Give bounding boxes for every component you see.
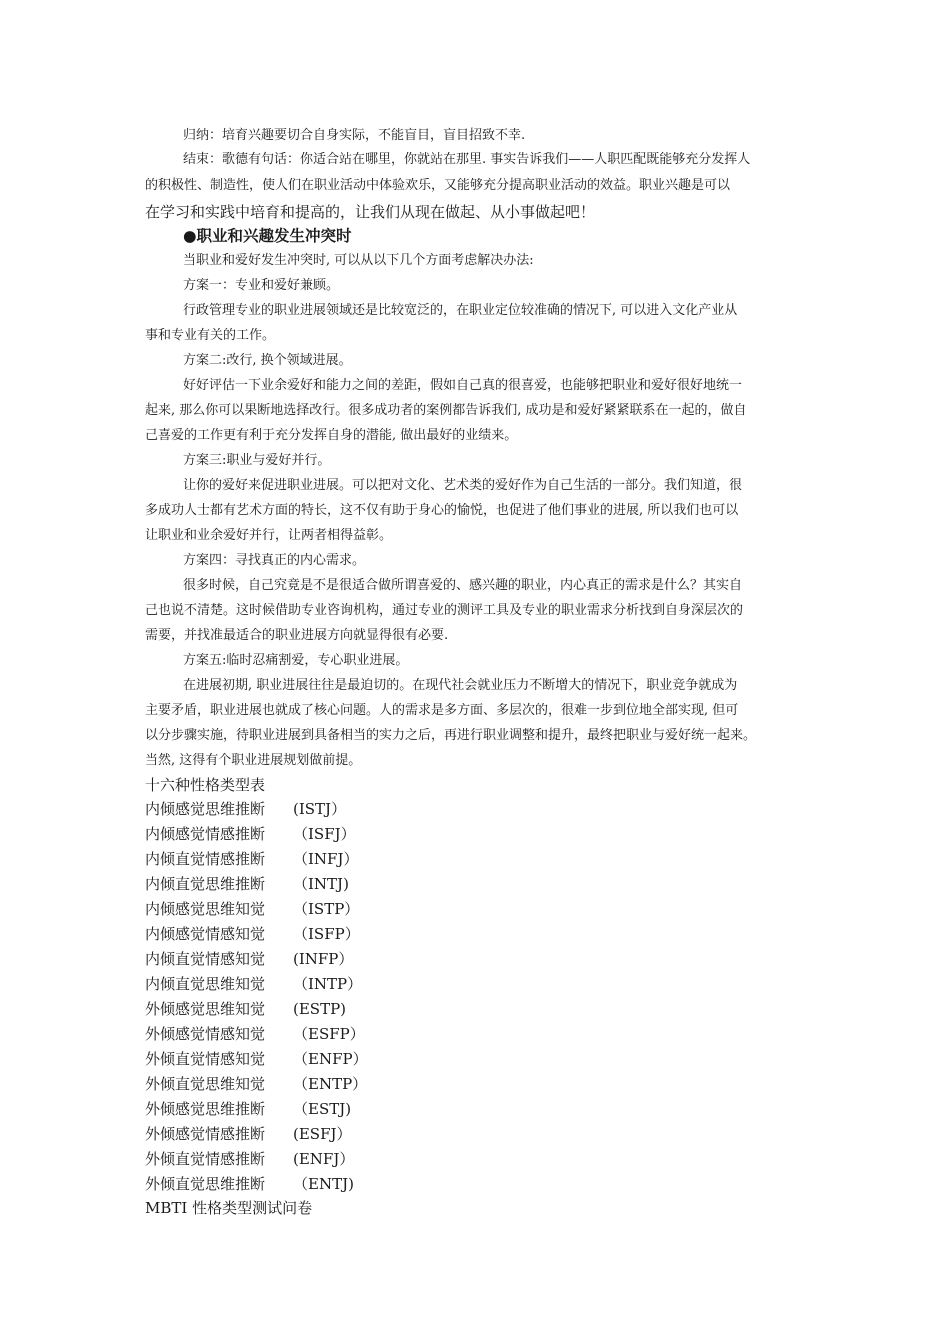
plan-four-title: 方案四：寻找真正的内心需求。 (183, 553, 366, 568)
body-line: 让职业和业余爱好并行，让两者相得益彰。 (145, 528, 393, 543)
type-row (145, 924, 360, 944)
type-code: (ESFJ） (293, 1125, 352, 1143)
body-line: 好好评估一下业余爱好和能力之间的差距，假如自己真的很喜爱，也能够把职业和爱好很好地统一 (183, 378, 743, 393)
type-name: 外倾直觉思维知觉 (145, 1075, 266, 1093)
type-row (145, 799, 346, 819)
plan-one-title: 方案一：专业和爱好兼顾。 (183, 278, 340, 293)
type-code: (ISTJ） (293, 800, 347, 818)
type-row (145, 1049, 368, 1069)
type-row (145, 949, 353, 969)
body-line: 以分步骤实施，待职业进展到具备相当的实力之后，再进行职业调整和提升，最终把职业与爱好统一起来。 (145, 728, 757, 743)
body-line: 当职业和爱好发生冲突时, 可以从以下几个方面考虑解决办法: (183, 253, 534, 268)
type-code: （ISTP） (293, 900, 360, 918)
type-name: 内倾直觉情感知觉 (145, 950, 266, 968)
type-code: （ENTJ) (293, 1175, 354, 1193)
type-row (145, 1149, 354, 1169)
type-code: （ISFJ） (293, 825, 356, 843)
type-name: 内倾直觉思维知觉 (145, 975, 266, 993)
type-name: 内倾感觉情感推断 (145, 825, 266, 843)
type-row (145, 874, 349, 894)
type-name: 外倾直觉情感知觉 (145, 1050, 266, 1068)
type-code: （ESFP） (293, 1025, 365, 1043)
body-line: 需要，并找准最适合的职业进展方向就显得很有必要. (145, 628, 449, 643)
type-name: 外倾感觉情感知觉 (145, 1025, 266, 1043)
type-row (145, 1124, 352, 1144)
plan-three-title: 方案三:职业与爱好并行。 (183, 453, 331, 468)
type-row (145, 1024, 365, 1044)
type-code: （INTJ) (293, 875, 349, 893)
type-name: 内倾感觉思维推断 (145, 800, 266, 818)
body-line: 很多时候，自己究竟是不是很适合做所谓喜爱的、感兴趣的职业，内心真正的需求是什么？其实自 (183, 578, 743, 593)
type-code: （ENFP） (293, 1050, 368, 1068)
type-name: 外倾感觉思维知觉 (145, 1000, 266, 1018)
type-name: 内倾感觉思维知觉 (145, 900, 266, 918)
type-name: 内倾直觉情感推断 (145, 850, 266, 868)
type-code: （ESTJ) (293, 1100, 352, 1118)
body-line: 事和专业有关的工作。 (145, 328, 276, 343)
type-row (145, 1074, 367, 1094)
type-row (145, 974, 362, 994)
type-code: (INFP） (293, 950, 354, 968)
section-heading: ●职业和兴趣发生冲突时 (183, 227, 352, 245)
summary-paragraph: 归纳：培育兴趣要切合自身实际，不能盲目，盲目招致不幸. (183, 128, 526, 143)
type-row (145, 1174, 354, 1194)
body-line: 在进展初期, 职业进展往往是最迫切的。在现代社会就业压力不断增大的情况下，职业竞争就成为 (183, 678, 738, 693)
type-row (145, 824, 356, 844)
body-line: 让你的爱好来促进职业进展。可以把对文化、艺术类的爱好作为自己生活的一部分。我们知道，很 (183, 478, 743, 493)
body-line: 多成功人士都有艺术方面的特长，这不仅有助于身心的愉悦，也促进了他们事业的进展, 所以我们也可以 (145, 503, 739, 518)
body-line: 主要矛盾，职业进展也就成了核心问题。人的需求是多方面、多层次的，很难一步到位地全部实现, 但可 (145, 703, 739, 718)
type-code: （INFJ） (293, 850, 359, 868)
types-table-title: 十六种性格类型表 (145, 776, 266, 794)
type-row (145, 1099, 351, 1119)
questionnaire-title: MBTI 性格类型测试问卷 (145, 1199, 313, 1217)
type-code: （INTP） (293, 975, 363, 993)
body-line: 起来, 那么你可以果断地选择改行。很多成功者的案例都告诉我们, 成功是和爱好紧紧联系在一起的，做自 (145, 403, 747, 418)
plan-two-title: 方案二:改行, 换个领域进展。 (183, 353, 352, 368)
body-line: 当然, 这得有个职业进展规划做前提。 (145, 753, 362, 768)
type-row (145, 899, 359, 919)
type-code: (ESTP) (293, 1000, 347, 1018)
type-name: 外倾感觉思维推断 (145, 1100, 266, 1118)
type-name: 外倾感觉情感推断 (145, 1125, 266, 1143)
conclusion-paragraph-line-1: 结束：歌德有句话：你适合站在哪里，你就站在那里. 事实告诉我们——人职匹配既能够充分发挥人 (183, 152, 751, 167)
type-code: （ENTP） (293, 1075, 368, 1093)
body-line: 行政管理专业的职业进展领域还是比较宽泛的，在职业定位较准确的情况下, 可以进入文化产业从 (183, 303, 738, 318)
type-name: 内倾直觉思维推断 (145, 875, 266, 893)
conclusion-paragraph-line-2: 的积极性、制造性，使人们在职业活动中体验欢乐，又能够充分提高职业活动的效益。职业兴趣是可以 (145, 178, 731, 193)
conclusion-paragraph-line-3: 在学习和实践中培育和提高的，让我们从现在做起、从小事做起吧！ (145, 203, 596, 221)
type-name: 外倾直觉情感推断 (145, 1150, 266, 1168)
type-row (145, 999, 346, 1019)
type-name: 外倾直觉思维推断 (145, 1175, 266, 1193)
type-name: 内倾感觉情感知觉 (145, 925, 266, 943)
type-row (145, 849, 358, 869)
type-code: (ENFJ） (293, 1150, 355, 1168)
body-line: 己喜爱的工作更有利于充分发挥自身的潜能, 做出最好的业绩来。 (145, 428, 518, 443)
plan-five-title: 方案五:临时忍痛割爱，专心职业进展。 (183, 653, 409, 668)
body-line: 己也说不清楚。这时候借助专业咨询机构，通过专业的测评工具及专业的职业需求分析找到自身深层次的 (145, 603, 744, 618)
type-code: （ISFP） (293, 925, 360, 943)
